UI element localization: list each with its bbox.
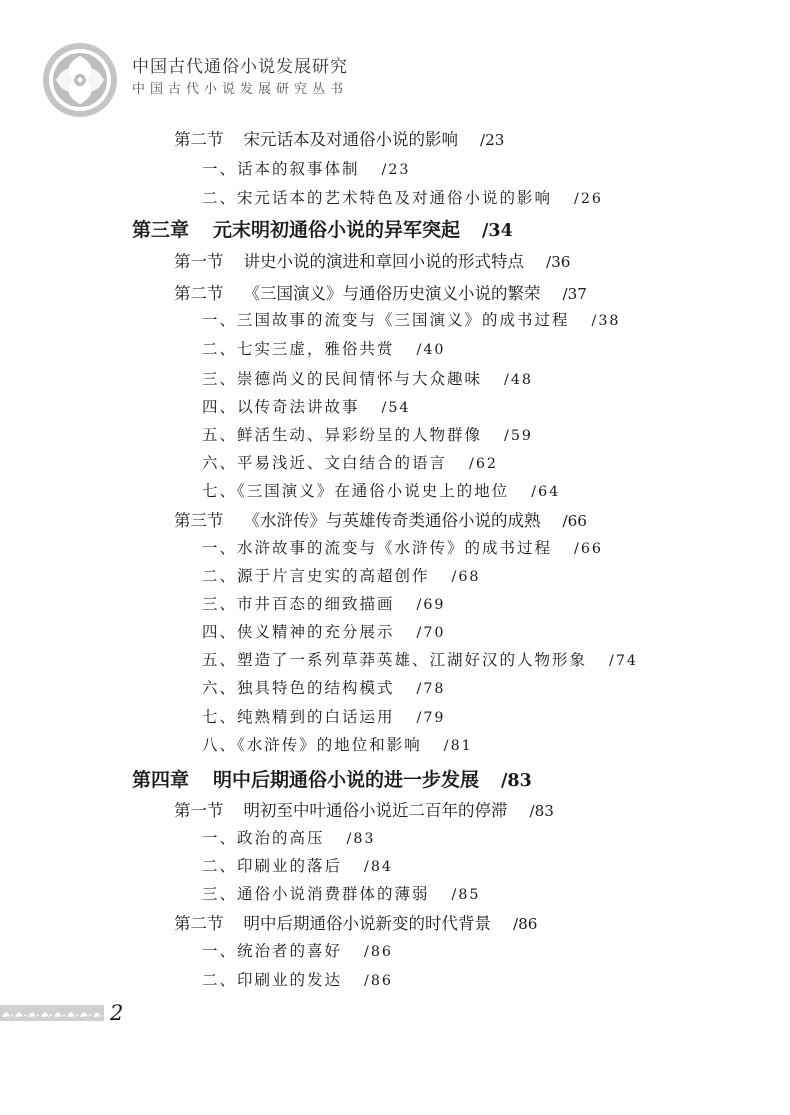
toc-item — [202, 968, 393, 990]
toc-entry-title: 二、印刷业的落后 — [202, 857, 343, 875]
toc-item — [202, 854, 393, 876]
toc-item — [202, 479, 560, 501]
toc-entry-page: /36 — [546, 253, 571, 271]
toc-entry-page: /59 — [504, 428, 533, 444]
toc-item — [202, 308, 620, 330]
toc-entry-page: /54 — [381, 400, 411, 416]
toc-entry-title: 一、水浒故事的流变与《水浒传》的成书过程 — [202, 539, 553, 557]
toc-item — [202, 826, 375, 848]
toc-section — [174, 248, 570, 272]
toc-section — [174, 126, 504, 150]
toc-item — [202, 367, 533, 389]
toc-entry-page: /84 — [364, 859, 393, 875]
toc-item — [202, 337, 445, 359]
toc-item — [202, 620, 445, 642]
toc-entry-title: 二、印刷业的发达 — [202, 971, 343, 989]
toc-entry-page: /86 — [364, 973, 393, 989]
toc-entry-page: /78 — [416, 681, 446, 697]
toc-entry-page: /62 — [469, 456, 498, 472]
toc-entry-title: 五、鲜活生动、异彩纷呈的人物群像 — [202, 426, 483, 444]
toc-entry-page: /68 — [451, 569, 481, 585]
toc-entry-label: 第一节 — [174, 801, 224, 820]
toc-entry-title: 讲史小说的演进和章回小说的形式特点 — [243, 252, 524, 271]
toc-entry-label: 第三章 — [132, 219, 190, 241]
toc-entry-title: 《三国演义》与通俗历史演义小说的繁荣 — [243, 284, 541, 303]
toc-entry-label: 第三节 — [174, 511, 224, 530]
toc-entry-title: 三、崇德尚义的民间情怀与大众趣味 — [202, 370, 483, 388]
toc-item — [202, 939, 393, 961]
toc-entry-label: 第二节 — [174, 914, 224, 933]
toc-entry-page: /83 — [501, 771, 532, 791]
toc-entry-label: 第二节 — [174, 130, 224, 149]
toc-item — [202, 648, 638, 670]
toc-item — [202, 882, 480, 904]
toc-entry-title: 二、宋元话本的艺术特色及对通俗小说的影响 — [202, 189, 553, 207]
toc-entry-page: /81 — [443, 738, 473, 754]
toc-entry-title: 七、《三国演义》在通俗小说史上的地位 — [202, 482, 510, 500]
toc-entry-page: /83 — [346, 831, 376, 847]
toc-item — [202, 592, 445, 614]
toc-entry-page: /23 — [480, 131, 505, 149]
toc-entry-title: 五、塑造了一系列草莽英雄、江湖好汉的人物形象 — [202, 651, 588, 669]
toc-item — [202, 564, 480, 586]
toc-entry-page: /34 — [482, 221, 513, 241]
toc-entry-page: /70 — [416, 625, 446, 641]
toc-item — [202, 733, 473, 755]
toc-entry-title: 一、政治的高压 — [202, 829, 325, 847]
toc-entry-title: 明中后期通俗小说新变的时代背景 — [243, 914, 491, 933]
toc-entry-title: 元末明初通俗小说的异军突起 — [213, 219, 461, 241]
toc-entry-page: /69 — [416, 597, 446, 613]
toc-entry-title: 二、源于片言史实的高超创作 — [202, 567, 430, 585]
toc-entry-page: /37 — [562, 285, 587, 303]
toc-section — [174, 910, 537, 934]
toc-entry-title: 一、话本的叙事体制 — [202, 160, 360, 178]
page-number: 2 — [110, 1001, 124, 1025]
toc-entry-page: /86 — [513, 915, 538, 933]
toc-entry-title: 宋元话本及对通俗小说的影响 — [243, 130, 458, 149]
toc-entry-title: 一、统治者的喜好 — [202, 942, 343, 960]
toc-item — [202, 157, 410, 179]
toc-item — [202, 536, 603, 558]
toc-entry-title: 四、以传奇法讲故事 — [202, 398, 360, 416]
toc-section — [174, 797, 554, 821]
page-footer — [0, 1003, 200, 1027]
toc-entry-title: 三、市井百态的细致描画 — [202, 595, 395, 613]
toc-entry-page: /86 — [364, 944, 393, 960]
toc-entry-title: 八、《水浒传》的地位和影响 — [202, 736, 422, 754]
series-title: 中国古代通俗小说发展研究 — [132, 57, 348, 77]
toc-entry-page: /85 — [451, 887, 481, 903]
toc-entry-page: /64 — [531, 484, 561, 500]
toc-entry-title: 三、通俗小说消费群体的薄弱 — [202, 885, 430, 903]
toc-item — [202, 676, 445, 698]
toc-entry-label: 第一节 — [174, 252, 224, 271]
toc-entry-page: /40 — [416, 342, 446, 358]
toc-entry-title: 明初至中叶通俗小说近二百年的停滞 — [243, 801, 508, 820]
toc-item — [202, 423, 533, 445]
toc-entry-title: 六、独具特色的结构模式 — [202, 679, 395, 697]
toc-entry-page: /66 — [562, 512, 587, 530]
toc-entry-title: 《水浒传》与英雄传奇类通俗小说的成熟 — [243, 511, 541, 530]
toc-item — [202, 186, 603, 208]
toc-entry-title: 四、侠义精神的充分展示 — [202, 623, 395, 641]
toc-item — [202, 395, 410, 417]
toc-entry-page: /38 — [591, 313, 621, 329]
toc-section — [174, 280, 587, 304]
toc-entry-label: 第四章 — [132, 769, 190, 791]
toc-entry-title: 一、三国故事的流变与《三国演义》的成书过程 — [202, 311, 570, 329]
toc-entry-page: /66 — [574, 541, 603, 557]
toc-chapter — [132, 215, 513, 242]
toc-entry-title: 六、平易浅近、文白结合的语言 — [202, 454, 448, 472]
toc-entry-title: 七、纯熟精到的白话运用 — [202, 708, 395, 726]
toc-entry-page: /26 — [574, 191, 603, 207]
toc-entry-title: 明中后期通俗小说的进一步发展 — [213, 769, 480, 791]
decorative-band-icon — [0, 1005, 104, 1021]
toc-item — [202, 451, 498, 473]
toc-chapter — [132, 765, 532, 792]
toc-entry-label: 第二节 — [174, 284, 224, 303]
toc-section — [174, 507, 587, 531]
toc-entry-page: /79 — [416, 710, 446, 726]
toc-entry-page: /74 — [609, 653, 638, 669]
toc-entry-page: /83 — [529, 802, 554, 820]
toc-entry-page: /23 — [381, 162, 411, 178]
toc-entry-title: 二、七实三虚，雅俗共赏 — [202, 340, 395, 358]
toc-entry-page: /48 — [504, 372, 533, 388]
series-subtitle: 中国古代小说发展研究丛书 — [132, 82, 349, 97]
toc-item — [202, 705, 445, 727]
